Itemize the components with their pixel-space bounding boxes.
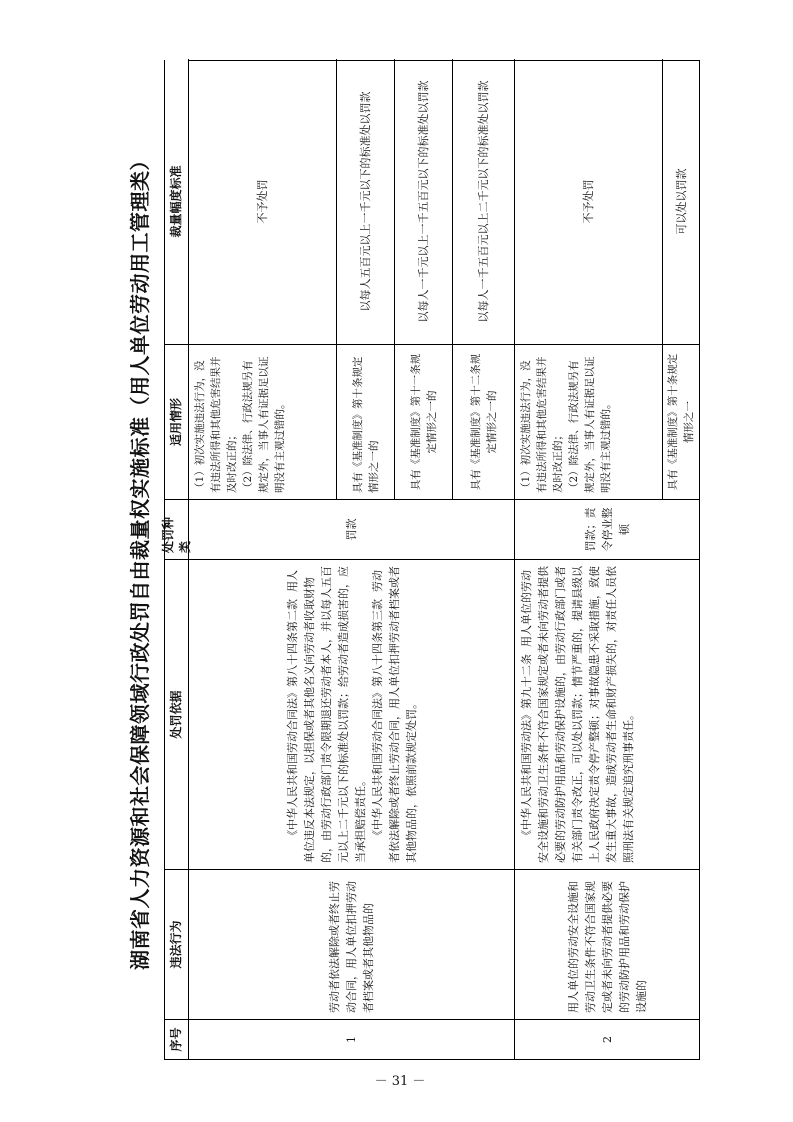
- row-2-basis-paragraph-1: 《中华人民共和国劳动法》第九十二条 用人单位的劳动安全设施和劳动卫生条件不符合国家规定或者未向劳动者提供必要的劳动防护用品和劳动保护设施的，由劳动行政部门或者有关部门责令改正，可以处以罚款；情节严重的，提请县级以上人民政府决定责令停产整顿；对事故隐患不采取措施，致使发生重大事故，造成劳动者生命和财产损失的，对责任人员依照刑法有关规定追究刑事责任。: [520, 566, 635, 863]
- row-1-basis-paragraph-1: 《中华人民共和国劳动合同法》第八十四条第二款 用人单位违反本法规定，以担保或者其他名义向劳动者收取财物的，由劳动行政部门责令限期退还劳动者本人，并以每人五百元以上二千元以下的标准处以罚款；给劳动者造成损害的，应当承担赔偿责任。: [285, 566, 367, 863]
- row-1-sub-1-standard: 不予处罚: [189, 59, 337, 344]
- header-violation: 违法行为: [165, 869, 189, 1019]
- rotated-sheet: [120, 60, 710, 1060]
- row-1-penalty-type: 罚款: [189, 499, 515, 559]
- row-1-sub-4-standard: 以每人一千五百元以上二千元以下的标准处以罚款: [453, 59, 515, 344]
- row-1-violation: [189, 869, 515, 1019]
- penalty-standard-table: [160, 60, 700, 1060]
- row-1-sub-4-condition: 具有《基准制度》第十二条规定情形之一的: [453, 344, 515, 499]
- header-basis: 处罚依据: [165, 559, 189, 869]
- row-1-sub-3-standard: 以每人一千元以上一千五百元以下的标准处以罚款: [395, 59, 453, 344]
- page-title: 湖南省人力资源和社会保障领域行政处罚自由裁量权实施标准（用人单位劳动用工管理类）: [128, 150, 152, 970]
- row-2-basis: [515, 559, 699, 869]
- row-1-seq: 1: [189, 1019, 515, 1059]
- row-2-penalty-type: 罚款；责令停业整顿: [515, 499, 699, 559]
- header-seq: 序号: [165, 1019, 189, 1059]
- row-2-sub-2-standard: 可以处以罚款: [674, 168, 688, 235]
- row-1-sub-2-condition: 具有《基准制度》第十条规定情形之一的: [337, 344, 395, 499]
- header-standard: 裁量幅度标准: [165, 59, 189, 344]
- page-number: － 31 －: [374, 1074, 426, 1089]
- header-penalty-type: 处罚种类: [165, 499, 189, 559]
- row-1-sub-3-condition: 具有《基准制度》第十一条规定情形之一的: [395, 344, 453, 499]
- row-1-basis-paragraph-2: 《中华人民共和国劳动合同法》第八十四条第三款 劳动者依法解除或者终止劳动合同，用人单位扣押劳动者档案或者其他物品的，依照前款规定处罚。: [370, 566, 418, 863]
- row-2-sub-1-condition: （1）初次实施违法行为，没有违法所得和其他危害结果并及时改正的； （2）除法律、行政法规另有规定外，当事人有证据足以证明没有主观过错的。: [515, 344, 663, 499]
- row-2-seq: 2: [515, 1019, 699, 1059]
- row-1-basis: [189, 559, 515, 869]
- row-2-violation-text: 用人单位的劳动安全设施和劳动卫生条件不符合国家规定或者未向劳动者提供必要的劳动防护用品和劳动保护设施的: [566, 881, 648, 1013]
- row-1-violation-text: 劳动者依法解除或者终止劳动合同，用人单位扣押劳动者档案或者其他物品的: [328, 881, 375, 1013]
- row-2-sub-1-standard: 不予处罚: [515, 59, 663, 344]
- header-condition: 适用情形: [165, 344, 189, 499]
- row-1-sub-1-condition: （1）初次实施违法行为，没有违法所得和其他危害结果并及时改正的； （2）除法律、行政法规另有规定外，当事人有证据足以证明没有主观过错的。: [189, 344, 337, 499]
- row-1-sub-2-standard: 以每人五百元以上一千元以下的标准处以罚款: [337, 59, 395, 344]
- row-2-violation: [515, 869, 699, 1019]
- row-2-sub-2-condition: 具有《基准制度》第十条规定情形之一: [663, 344, 699, 499]
